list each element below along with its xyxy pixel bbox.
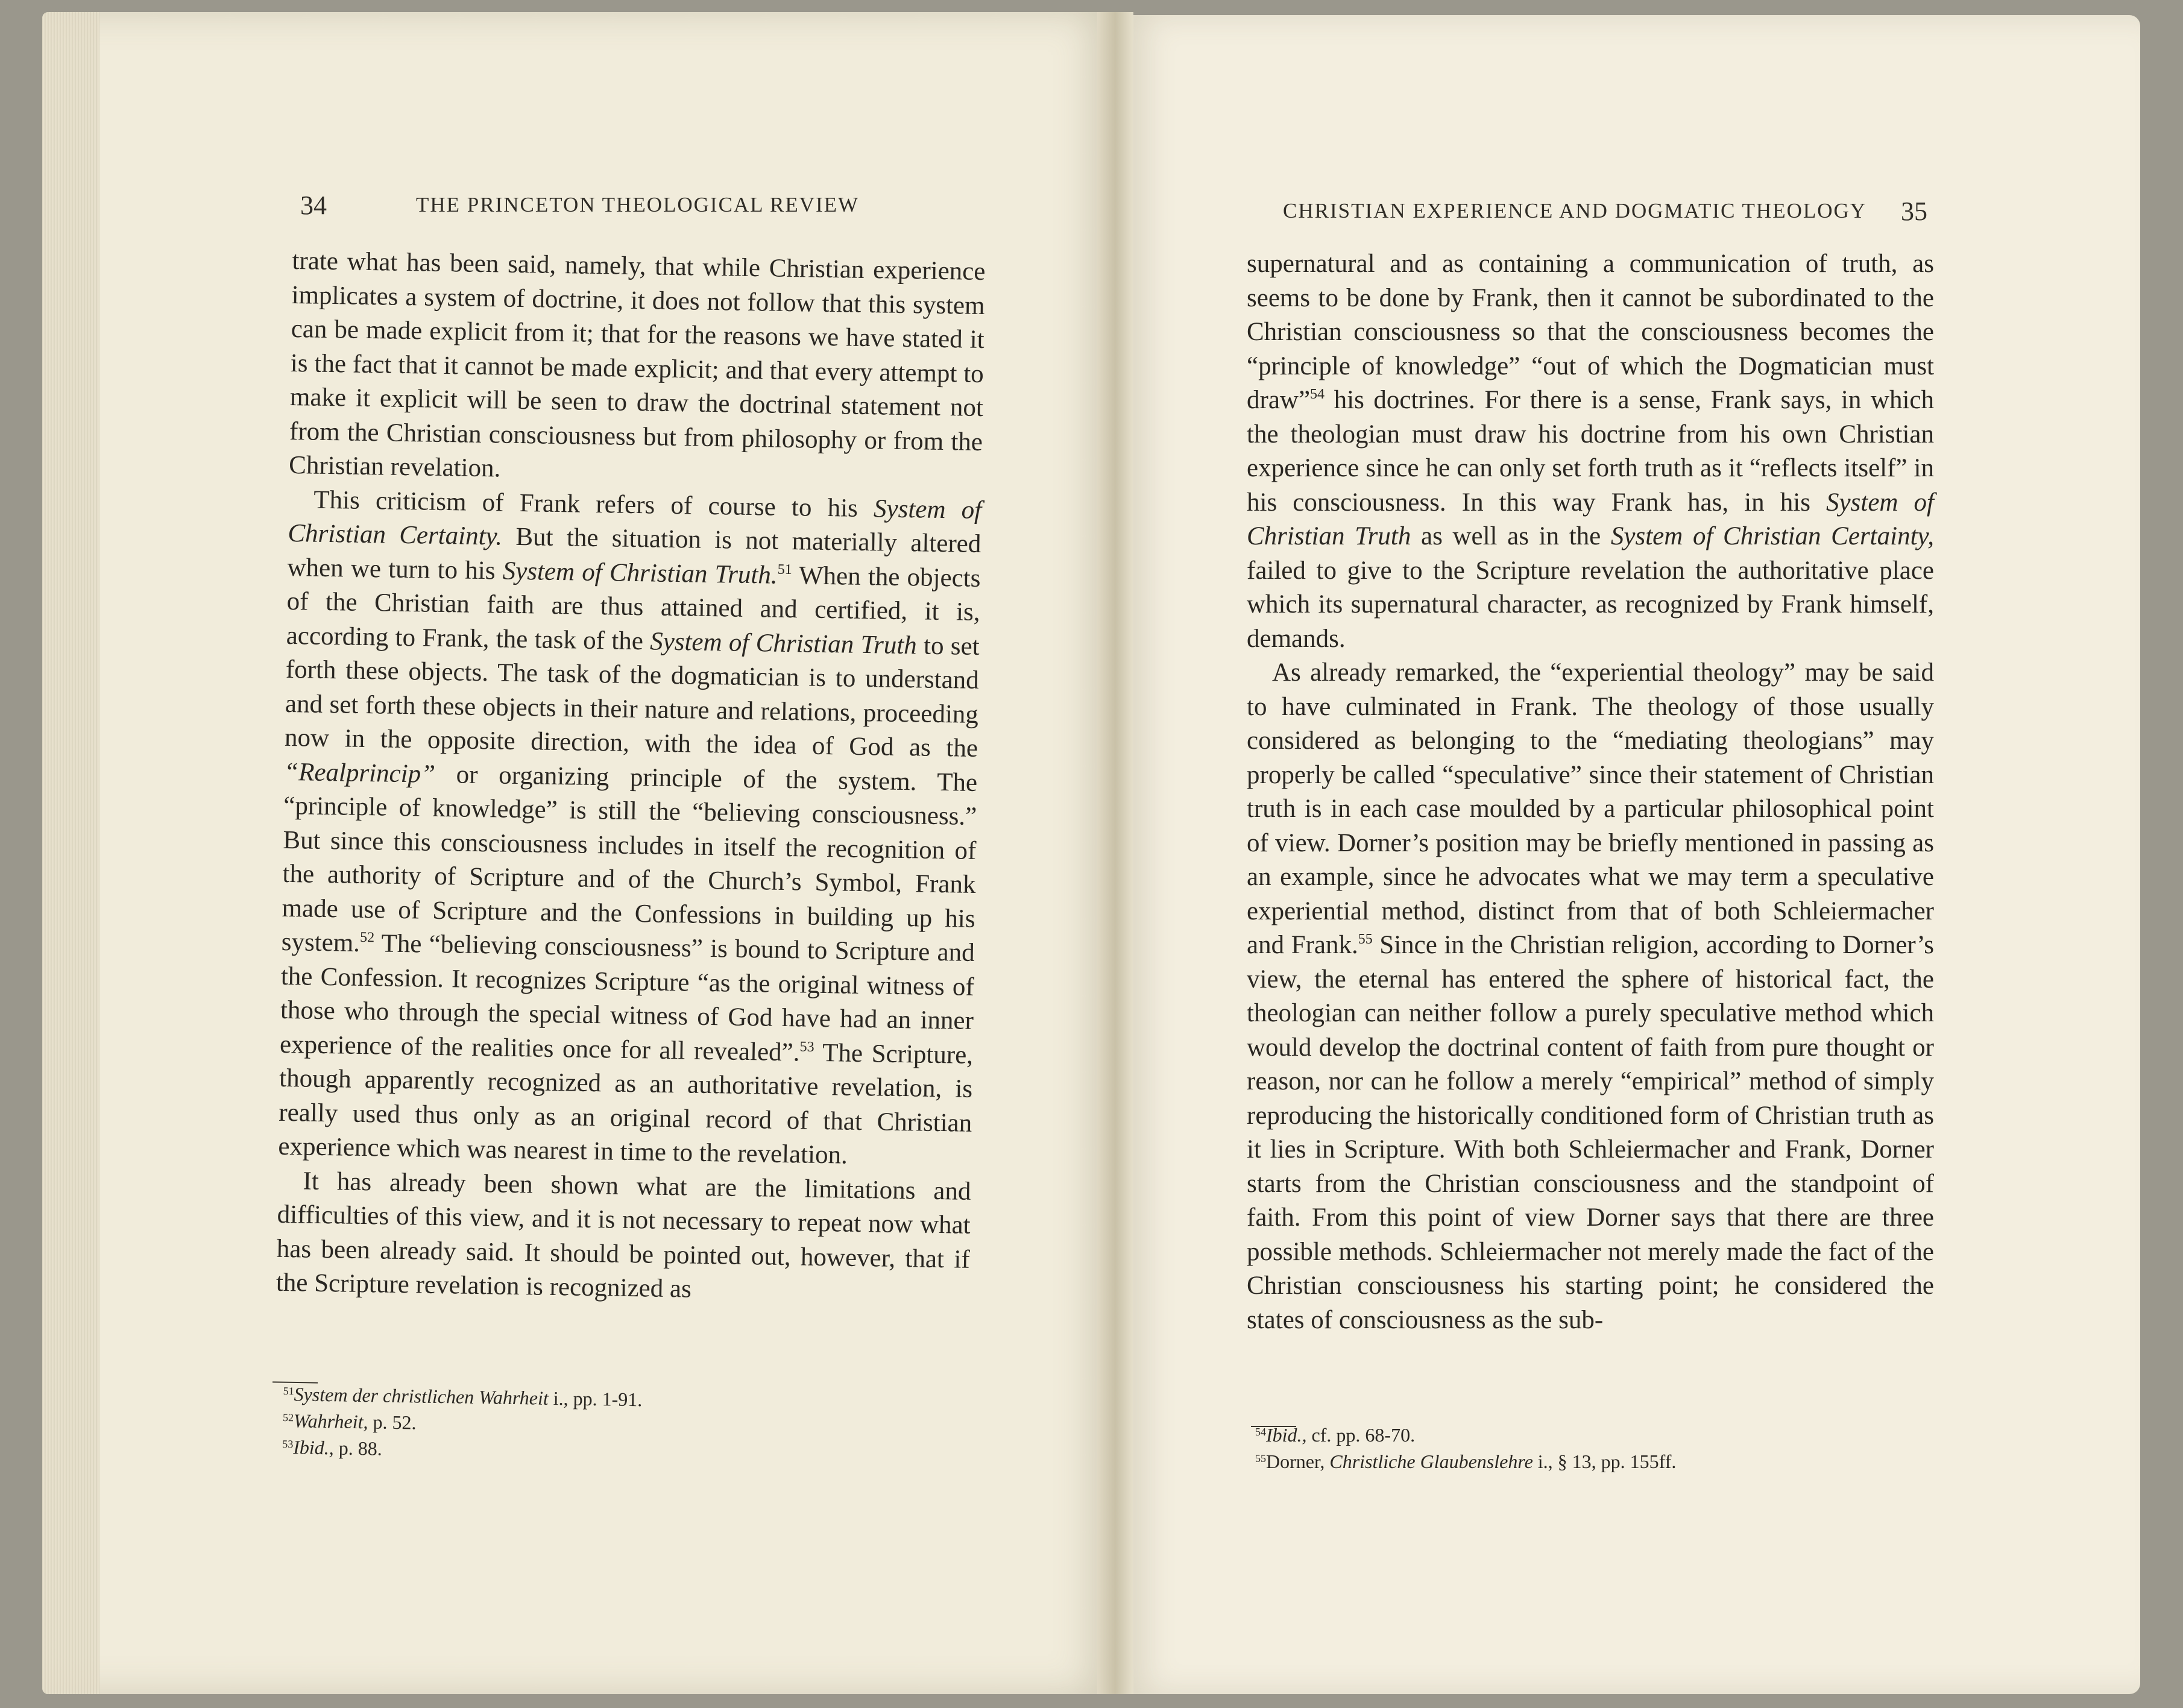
footnote-ref: 55 bbox=[1358, 931, 1373, 947]
left-page-body bbox=[276, 244, 985, 1311]
page-number-right: 35 bbox=[1901, 197, 1927, 226]
footnote-ref: 52 bbox=[359, 929, 375, 946]
footnote-ref: 54 bbox=[1310, 386, 1325, 402]
footnote: $^{51}$System der christlichen Wahrheit i., pp. 1-91. bbox=[283, 1383, 643, 1411]
footnote: $^{53}$Ibid., p. 88. bbox=[282, 1436, 383, 1460]
right-page-body bbox=[1247, 247, 1934, 1337]
running-head-left: THE PRINCETON THEOLOGICAL REVIEW bbox=[416, 193, 860, 216]
right-footnotes bbox=[1255, 1422, 1676, 1475]
footnote-ref: 53 bbox=[799, 1038, 814, 1055]
page-number-left: 34 bbox=[300, 191, 327, 220]
paragraph: It has already been shown what are the limitations and difficulties of this view, and it is not necessary to repeat now what has been already said. It should be pointed out, however, that if the Scripture revelation is recognized as bbox=[276, 1166, 971, 1303]
paragraph: This criticism of Frank refers of course to his System of Christian Certainty. But the situation is not materially altered when we turn to his System of Christian Truth.$^{51}$ When the objects of the Christian faith are thus attained and certified, it is, according to Frank, the task of the System of Christian Truth to set forth these objects. The task of the dogmatician is to understand and set forth these objects in their nature and relations, proceeding now in the opposite direction, with the idea of God as the “Realprincip” or organizing principle of the system. The “principle of knowledge” is still the “believing consciousness.” But since this consciousness includes in itself the recognition of the authority of Scripture and of the Church’s Symbol, Frank made use of Scripture and the Confessions in building up his system.$^{52}$ The “believing consciousness” is bound to Scripture and the Confession. It recognizes Scripture “as the original witness of those who through the special witness of God have had an inner experience of the realities once for all revealed”.$^{53}$ The Scripture, though apparently recognized as an authoritative revelation, is really used thus only as an original record of that Christian experience which was nearest in time to the revelation. bbox=[278, 485, 982, 1170]
footnote-ref: 51 bbox=[777, 561, 792, 578]
paragraph: supernatural and as containing a communication of truth, as seems to be done by Frank, then it cannot be subordinated to the Christian consciousness so that the consciousness becomes the “principle of knowledge” “out of which the Dogmatician must draw”$^{54}$ his doctrines. For there is a sense, Frank says, in which the theologian must draw his doctrine from his own Christian experience since he can only set forth truth as it “reflects itself” in his consciousness. In this way Frank has, in his System of Christian Truth as well as in the System of Christian Certainty, failed to give to the Scripture revelation the authoritative place which its supernatural character, as recognized by Frank himself, demands. bbox=[1247, 250, 1934, 653]
paragraph: As already remarked, the “experiential theology” may be said to have culminated in Frank. The theology of those usually considered as belonging to the “mediating theologians” may properly be called “speculative” since their statement of Christian truth is in each case moulded by a particular philosophical point of view. Dorner’s position may be briefly mentioned in passing as an example, since he advocates what we may term a speculative experiential method, distinct from that of both Schleiermacher and Frank.$^{55}$ Since in the Christian religion, according to Dorner’s view, the eternal has entered the sphere of historical fact, the theologian can neither follow a purely speculative method which would develop the doctrinal content of faith from pure thought or reason, nor can he follow a merely “empirical” method of simply reproducing the historically conditioned form of Christian truth as it lies in Scripture. With both Schleiermacher and Frank, Dorner starts from the Christian consciousness and the standpoint of faith. From this point of view Dorner says that there are three possible methods. Schleiermacher not merely made the fact of the Christian consciousness his starting point; he considered the states of consciousness as the sub- bbox=[1247, 658, 1934, 1334]
running-head-right: CHRISTIAN EXPERIENCE AND DOGMATIC THEOLOGY bbox=[1283, 199, 1867, 222]
book-gutter bbox=[1097, 12, 1133, 1694]
footnote: $^{54}$Ibid., cf. pp. 68-70. bbox=[1255, 1424, 1416, 1446]
footnote: $^{52}$Wahrheit, p. 52. bbox=[282, 1410, 417, 1434]
left-footnotes bbox=[282, 1381, 643, 1466]
footnote: $^{55}$Dorner, Christliche Glaubenslehre i., § 13, pp. 155ff. bbox=[1255, 1451, 1677, 1472]
paragraph: trate what has been said, namely, that while Christian experience implicates a system of doctrine, it does not follow that this system can be made explicit from it; that for the reasons we have stated it is the fact that it cannot be made explicit; and that every attempt to make it explicit will be seen to draw the doctrinal statement not from the Christian consciousness but from philosophy or from the Christian revelation. bbox=[288, 246, 986, 483]
page-edges bbox=[42, 12, 99, 1694]
